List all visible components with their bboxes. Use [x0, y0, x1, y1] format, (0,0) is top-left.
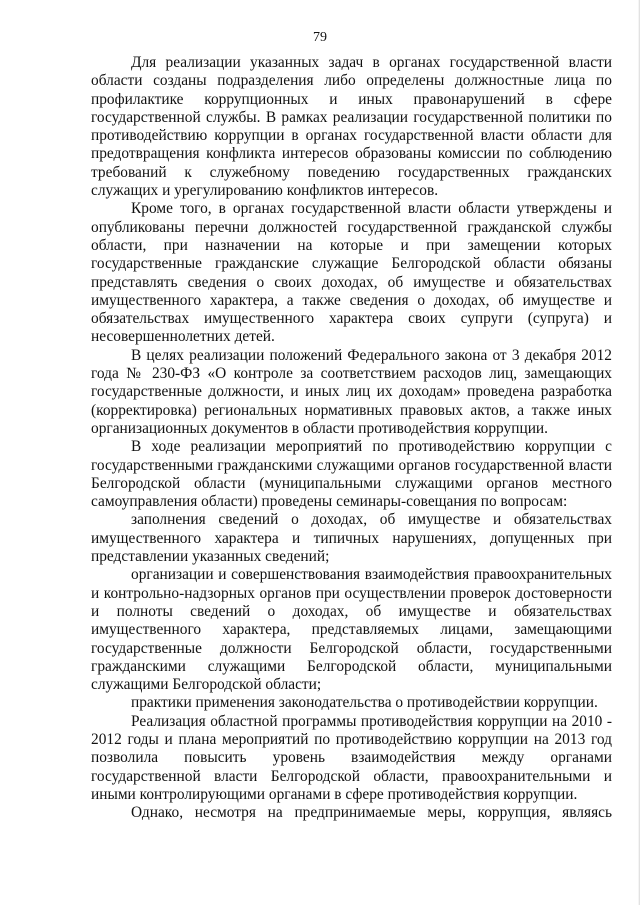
list-item-cooperation: организации и совершенствования взаимодействия правоохранительных и контрольно-надзорных органов при осуществлении проверок достоверности и полноты сведений о доходах, об имуществе и обязательствах имущественного характера, представляемых лицами, замещающими государственные должности Белгородской области, государственными гражданскими служащими Белгородской области, муниципальными служащими Белгородской области; [91, 566, 612, 694]
paragraph-units: Для реализации указанных задач в органах государственной власти области созданы подразделения либо определены должностные лица по профилактике коррупционных и иных правонарушений в сфере государственной службы. В рамках реализации государственной политики по противодействию коррупции в органах государственной власти области для предотвращения конфликта интересов образованы комиссии по соблюдению требований к служебному поведению государственных гражданских служащих и урегулированию конфликтов интересов. [91, 54, 612, 200]
paragraph-however: Однако, несмотря на предпринимаемые меры, коррупция, являясь [131, 804, 612, 822]
paragraph-position-lists: Кроме того, в органах государственной власти области утверждены и опубликованы перечни должностей государственной гражданской службы области, при назначении на которые и при замещении которых государственные гражданские служащие Белгородской области обязаны представлять сведения о своих доходах, об имуществе и обязательствах имущественного характера, а также сведения о доходах, об имуществе и обязательствах имущественного характера своих супруги (супруга) и несовершеннолетних детей. [91, 200, 612, 346]
list-item-law-practice: практики применения законодательства о противодействии коррупции. [131, 694, 598, 712]
paragraph-seminars: В ходе реализации мероприятий по противодействию коррупции с государственными гражданскими служащими органов государственной власти Белгородской области (муниципальными служащими органов местного самоуправления области) проведены семинары-совещания по вопросам: [91, 438, 612, 511]
page-number: 79 [313, 30, 327, 45]
list-item-declarations: заполнения сведений о доходах, об имуществе и обязательствах имущественного характера и типичных нарушениях, допущенных при представлении указанных сведений; [91, 511, 612, 566]
paragraph-federal-law: В целях реализации положений Федерального закона от 3 декабря 2012 года № 230-ФЗ «О контроле за соответствием расходов лиц, замещающих государственные должности, и иных лиц их доходам» проведена разработка (корректировка) региональных нормативных правовых актов, а также иных организационных документов в области противодействия коррупции. [91, 346, 612, 437]
paragraph-program: Реализация областной программы противодействия коррупции на 2010 - 2012 годы и плана мероприятий по противодействию коррупции на 2013 год позволила повысить уровень взаимодействия между органами государственной власти Белгородской области, правоохранительными и иными контролирующими органами в сфере противодействия коррупции. [91, 712, 612, 803]
body-text [91, 54, 612, 822]
